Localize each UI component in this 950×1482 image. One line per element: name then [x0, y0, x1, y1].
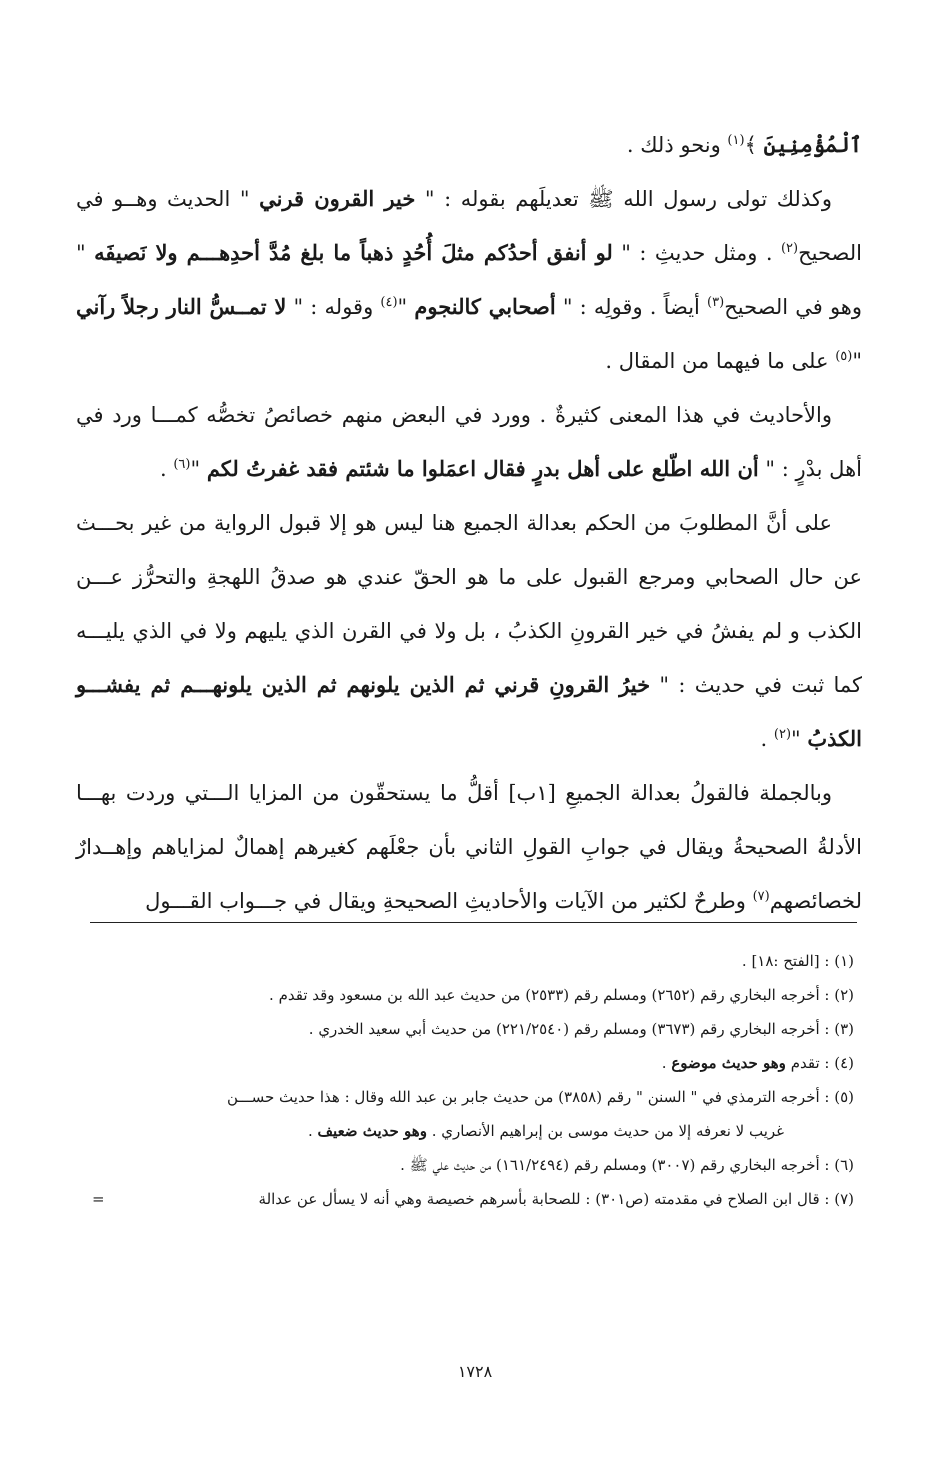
- footnote-2: [84, 978, 854, 1012]
- footnote-3: [84, 1012, 854, 1046]
- footnote-ref: (٣): [707, 295, 725, 310]
- footnote-ref: (٥): [835, 349, 853, 364]
- text-run: وبالجملة فالقولُ بعدالة الجميعِ [١ب] أقلُّ ما يستحقّون من المزايا الـــتي وردت بهـــا الأدلةُ الصحيحةُ ويقال في جوابِ القولِ الثاني بأن جعْلَهم كغيرهم إهمالٌ لمزاياهم وإهــدارٌ لخصائصهم: [76, 781, 862, 913]
- hadith-quote: لا تمــسُّ النار رجلاً رآني: [76, 294, 287, 319]
- paragraph-4: [76, 496, 862, 766]
- footnote-text: (١) : [الفتح :١٨] .: [741, 952, 854, 970]
- text-run: ونحو ذلك .: [626, 133, 728, 157]
- text-run: ": [791, 727, 801, 751]
- footnote-ref: (١): [727, 133, 745, 148]
- footnote-text: (٤) : تقدم: [785, 1054, 854, 1072]
- footnote-5: [84, 1080, 854, 1114]
- text-run: . ومثل حديثِ : ": [621, 241, 781, 265]
- hadith-quote: خيرُ القرونِ قرني ثم الذين يلونهم ثم الذين يلونهـــم ثم يفشـــو الكذبُ: [76, 672, 862, 751]
- footnote-text: (٦) : أخرجه البخاري رقم (٣٠٠٧) ومسلم رقم (١٦١/٢٤٩٤) من حديث علي ﷺ .: [400, 1156, 854, 1174]
- hadith-quote: لو أنفق أحدُكم مثلَ أُحُدٍ ذهباً ما بلغ مُدَّ أحدِهـــم ولا نَصيفَه: [94, 240, 613, 265]
- hadith-quote: خير القرون قرني: [259, 186, 416, 211]
- hadith-quote: أن الله اطّلع على أهل بدرٍ فقال اعمَلوا ما شئتم فقد غفرتُ لكم: [206, 456, 759, 481]
- text-run: والأحاديث في هذا المعنى كثيرةٌ . وورد في البعض منهم خصائصُ تخصُّه كمـــا ورد في أهل بدْرٍ : ": [76, 403, 862, 481]
- text-run: " وهو في الصحيح: [76, 241, 863, 319]
- footnote-text: (٣) : أخرجه البخاري رقم (٣٦٧٣) ومسلم رقم (٢٢١/٢٥٤٠) من حديث أبي سعيد الخدري .: [308, 1020, 854, 1038]
- text-run: .: [760, 727, 774, 751]
- footnote-7: [84, 1182, 854, 1216]
- text-run: ": [397, 295, 408, 319]
- footnote-ref: (٢): [780, 241, 799, 256]
- footnote-text: غريب لا نعرفه إلا من حديث موسى بن إبراهيم الأنصاري .: [426, 1122, 784, 1140]
- footnote-6: [84, 1148, 854, 1182]
- text-run: .: [159, 457, 174, 481]
- text-run: " الحديث وهــو في الصحيح: [76, 187, 862, 265]
- text-run: وطرحٌ لكثير من الآيات والأحاديثِ الصحيحةِ ويقال في جـــواب القـــول: [145, 889, 753, 913]
- text-run: وكذلك تولى رسول الله ﷺ تعديلَهم بقوله : ": [424, 187, 832, 211]
- footnote-judgement: وهو حديث ضعيف: [317, 1122, 427, 1140]
- paragraph-3: [76, 388, 862, 496]
- text-run: على أنَّ المطلوبَ من الحكم بعدالة الجميع هنا ليس هو إلا قبول الرواية من غير بحـــث عن حال الصحابي ومرجع القبول على ما هو الحقّ عندي هو صدقُ اللهجةِ والتحرُّز عـــن الكذب و لم يفشُ في خير القرونِ الكذبُ ، بل ولا في القرن الذي يليهم ولا في الذي يليـــه كما ثبت في حديث : ": [76, 511, 862, 697]
- footnote-text: .: [661, 1054, 672, 1072]
- footnote-judgement: وهو حديث موضوع: [671, 1054, 786, 1072]
- paragraph-1: [76, 118, 862, 172]
- quran-word: ٱلْمُؤْمِنِينَ: [763, 132, 862, 157]
- footnote-text: .: [307, 1122, 318, 1140]
- main-text: [76, 118, 862, 928]
- text-run: وقوله : ": [293, 295, 381, 319]
- quran-bracket: ﴾: [744, 133, 757, 157]
- footnote-ref: (٧): [752, 889, 770, 904]
- footnote-text: (٧) : قال ابن الصلاح في مقدمته (ص٣٠١) : للصحابة بأسرهم خصيصة وهي أنه لا يسأل عن عدالة: [258, 1190, 854, 1208]
- footnote-text: (٢) : أخرجه البخاري رقم (٢٦٥٢) ومسلم رقم (٢٥٣٣) من حديث عبد الله بن مسعود وقد تقدم .: [269, 986, 854, 1004]
- text-run: ": [190, 457, 201, 481]
- footnote-text: (٥) : أخرجه الترمذي في " السنن " رقم (٣٨٥٨) من حديث جابر بن عبد الله وقال : هذا حديث حســـن: [227, 1088, 854, 1106]
- paragraph-5: [76, 766, 862, 928]
- footnote-4: [84, 1046, 854, 1080]
- paragraph-2: [76, 172, 862, 388]
- text-run: أيضاً . وقولِه : ": [562, 295, 708, 319]
- footnote-ref: (٦): [173, 457, 191, 472]
- footnote-1: [84, 944, 854, 978]
- text-run: على ما فيهما من المقال .: [605, 349, 836, 373]
- continuation-mark: =: [92, 1190, 105, 1208]
- footnote-ref: (٢): [773, 727, 792, 742]
- page-number: ١٧٢٨: [457, 1362, 493, 1381]
- footnote-divider: [90, 922, 857, 923]
- hadith-quote: أصحابي كالنجوم: [414, 294, 556, 319]
- footnotes: [84, 944, 854, 1216]
- footnote-5-continuation: [84, 1114, 854, 1148]
- footnote-ref: (٤): [380, 295, 398, 310]
- text-run: ": [852, 349, 862, 373]
